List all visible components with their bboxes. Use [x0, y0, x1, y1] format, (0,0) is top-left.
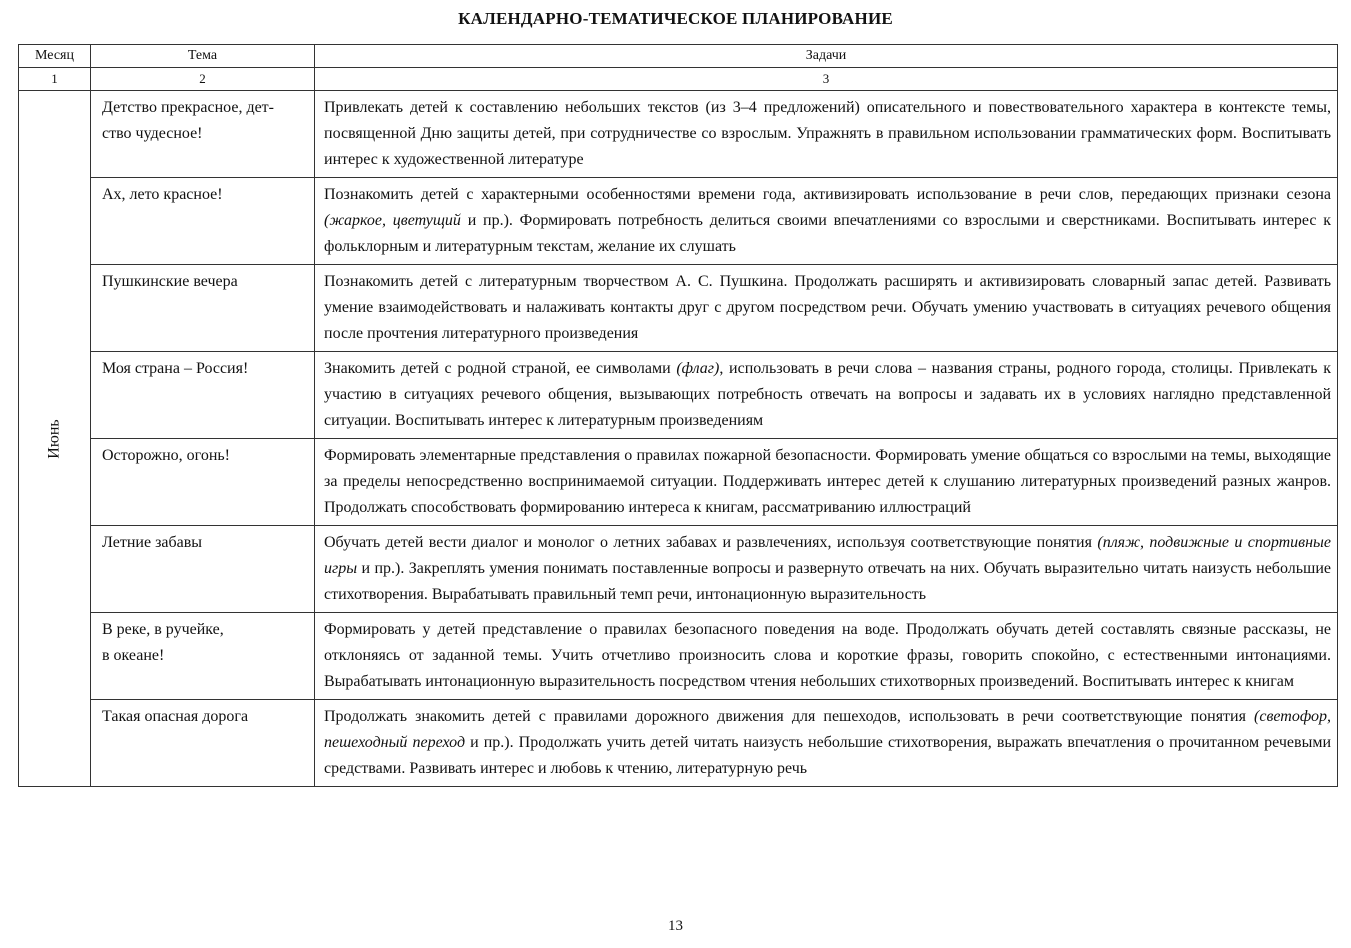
header-tasks: Задачи [315, 45, 1338, 68]
task-cell [315, 613, 1338, 700]
task-text: Познакомить детей с характерными особенностями времени года, активизировать использование в речи слов, передающих признаки сезона [324, 186, 1331, 203]
column-number-row [19, 68, 1338, 91]
topic-text: Такая опасная дорога [102, 708, 249, 725]
task-text-italic: (жаркое, цветущий [324, 212, 461, 229]
topic-cell [91, 526, 315, 613]
table-row [19, 526, 1338, 613]
header-row [19, 45, 1338, 68]
topic-cell [91, 265, 315, 352]
task-cell [315, 526, 1338, 613]
task-cell [315, 91, 1338, 178]
topic-text: Детство прекрасное, дет- [102, 99, 274, 116]
topic-cell [91, 178, 315, 265]
task-text: Формировать у детей представление о правилах безопасного поведения на воде. Продолжать обучать детей составлять связные рассказы, не отклоняясь от заданной темы. Учить отчетливо произносить слова и короткие фразы, говорить спокойно, с естественными интонациями. Вырабатывать интонационную выразительность посредством чтения небольших стихотворных произведений. Воспитывать интерес к книгам [324, 621, 1331, 690]
column-number: 3 [315, 68, 1338, 91]
task-text: и пр.). Формировать потребность делиться своими впечатлениями со взрослыми и сверстниками. Воспитывать интерес к фольклорным и литературным текстам, желание их слушать [324, 212, 1331, 255]
task-text: , использовать в речи слова – названия страны, родного города, столицы. Привлекать к участию в ситуациях речевого общения, вызывающих потребность отвечать на вопросы и задавать их в условиях наглядно представленной ситуации. Воспитывать интерес к литературным произведениям [324, 360, 1331, 429]
topic-cell [91, 91, 315, 178]
column-number: 1 [19, 68, 91, 91]
task-cell [315, 178, 1338, 265]
task-text-italic: (пляж, подвижные и спортивные игры [324, 534, 1331, 577]
topic-cell [91, 700, 315, 787]
table-row [19, 700, 1338, 787]
header-month: Месяц [19, 45, 91, 68]
topic-text: Моя страна – Россия! [102, 360, 249, 377]
task-text: Формировать элементарные представления о правилах пожарной безопасности. Формировать умение общаться со взрослыми на темы, выходящие за пределы непосредственно воспринимаемой ситуации. Поддерживать интерес детей к слушанию литературных произведений разных жанров. Продолжать способствовать формированию интереса к книгам, рассматриванию иллюстраций [324, 447, 1331, 516]
topic-text: в океане! [102, 647, 165, 664]
task-text: Продолжать знакомить детей с правилами дорожного движения для пешеходов, использовать в речи соответствующие понятия [324, 708, 1255, 725]
task-text-italic: (светофор, пешеходный переход [324, 708, 1331, 751]
table-row [19, 178, 1338, 265]
topic-cell [91, 439, 315, 526]
task-text: Привлекать детей к составлению небольших текстов (из 3–4 предложений) описательного и повествовательного характера в контексте темы, посвященной Дню защиты детей, при сотрудничестве со взрослым. Упражнять в правильном использовании грамматических форм. Воспитывать интерес к художественной литературе [324, 99, 1331, 168]
topic-cell [91, 613, 315, 700]
topic-text: В реке, в ручейке, [102, 621, 224, 638]
task-cell [315, 700, 1338, 787]
task-text: и пр.). Закреплять умения понимать поставленные вопросы и развернуто отвечать на них. Обучать выразительно читать наизусть небольшие стихотворения. Вырабатывать правильный темп речи, интонационную выразительность [324, 560, 1331, 603]
column-number: 2 [91, 68, 315, 91]
topic-text: ство чудесное! [102, 125, 203, 142]
table-row [19, 439, 1338, 526]
topic-cell [91, 352, 315, 439]
page-number: 13 [668, 918, 683, 934]
header-topic: Тема [91, 45, 315, 68]
task-cell [315, 265, 1338, 352]
topic-text: Пушкинские вечера [102, 273, 238, 290]
task-text: Познакомить детей с литературным творчеством А. С. Пушкина. Продолжать расширять и активизировать словарный запас детей. Развивать умение взаимодействовать и налаживать контакты друг с другом посредством речи. Обучать умению участвовать в ситуациях речевого общения после прочтения литературного произведения [324, 273, 1331, 342]
task-cell [315, 352, 1338, 439]
planning-table [18, 44, 1338, 787]
task-text: Знакомить детей с родной страной, ее символами [324, 360, 677, 377]
task-text: и пр.). Продолжать учить детей читать наизусть небольшие стихотворения, выражать впечатления о прочитанном речевыми средствами. Развивать интерес и любовь к чтению, литературную речь [324, 734, 1332, 777]
table-row [19, 265, 1338, 352]
month-label: Июнь [45, 418, 63, 459]
task-text-italic: (флаг) [676, 360, 720, 377]
topic-text: Ах, лето красное! [102, 186, 223, 203]
page-title: КАЛЕНДАРНО-ТЕМАТИЧЕСКОЕ ПЛАНИРОВАНИЕ [458, 9, 893, 28]
table-row [19, 613, 1338, 700]
topic-text: Летние забавы [102, 534, 203, 551]
table-row [19, 91, 1338, 178]
month-cell [19, 91, 91, 787]
task-text: Обучать детей вести диалог и монолог о летних забавах и развлечениях, используя соответствующие понятия [324, 534, 1098, 551]
task-cell [315, 439, 1338, 526]
topic-text: Осторожно, огонь! [102, 447, 231, 464]
table-row [19, 352, 1338, 439]
